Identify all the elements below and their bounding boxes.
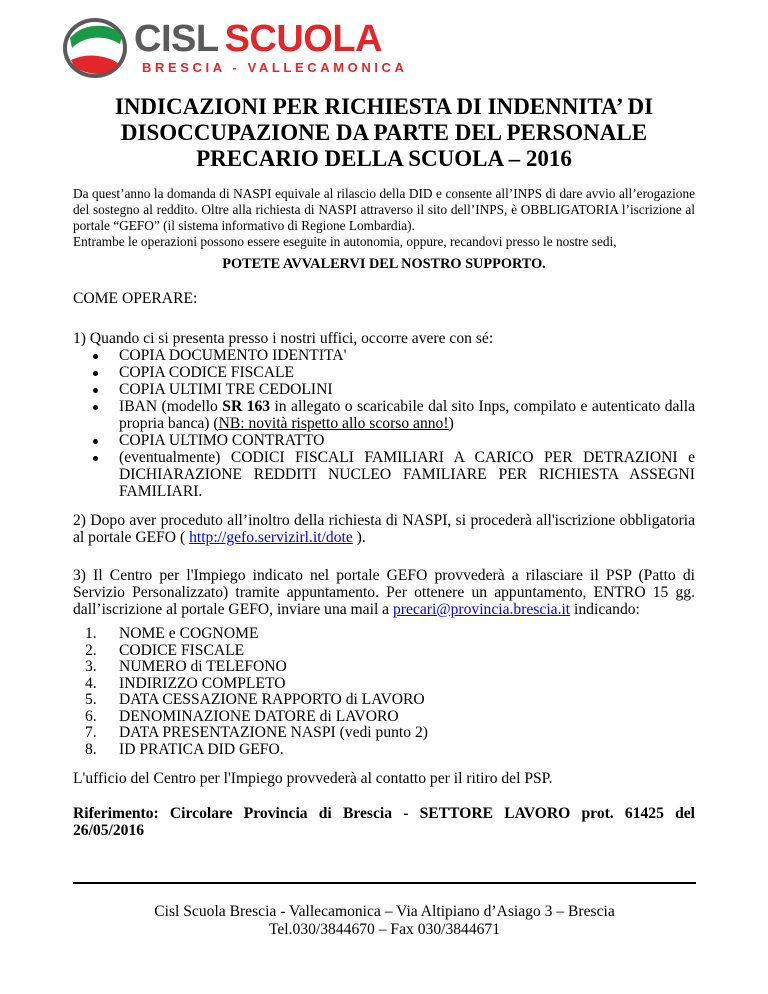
intro-paragraph-1: Da quest’anno la domanda di NASPI equivale al rilascio della DID e consente all’INPS di dare avvio all’erogazione del sostegno al reddito. Oltre alla richiesta di NASPI attraverso il sito dell’INPS, è OBBLIGATORIA l’iscrizione al portale “GEFO” (il sistema informativo di Regione Lombardia). <box>73 186 695 233</box>
footer-divider <box>73 882 696 884</box>
list-item-text: NUMERO di TELEFONO <box>119 658 287 675</box>
how-to-heading: COME OPERARE: <box>73 290 198 307</box>
office-note: L'ufficio del Centro per l'Impiego provvederà al contatto per il ritiro del PSP. <box>73 770 553 787</box>
gefo-portal-link[interactable]: http://gefo.servizirl.it/dote <box>189 529 353 546</box>
list-item <box>73 692 695 709</box>
iban-novelty-note: NB: novità rispetto allo scorso anno! <box>218 415 449 432</box>
cisl-scuola-logo <box>62 16 408 80</box>
list-item-text: CODICE FISCALE <box>119 641 245 659</box>
list-item-text: ID PRATICA DID GEFO. <box>119 740 284 758</box>
document-title: INDICAZIONI PER RICHIESTA DI INDENNITA’ DI DISOCCUPAZIONE DA PARTE DEL PERSONALE PRECARIO DELLA SCUOLA – 2016 <box>114 94 654 171</box>
logo-wordmark <box>134 19 382 59</box>
footer-address: Cisl Scuola Brescia - Vallecamonica – Via Altipiano d’Asiago 3 – Brescia <box>154 903 615 920</box>
list-item <box>73 709 695 726</box>
list-item-text: NOME e COGNOME <box>119 625 259 642</box>
list-item: COPIA ULTIMO CONTRATTO <box>73 432 695 449</box>
list-item <box>73 643 695 660</box>
step-1-section <box>73 330 695 500</box>
email-link[interactable]: precari@provincia.brescia.it <box>393 601 571 618</box>
list-item: COPIA DOCUMENTO IDENTITA' <box>73 347 695 364</box>
step-3-paragraph <box>73 567 695 618</box>
list-item <box>73 725 695 742</box>
list-item-text: DATA PRESENTAZIONE NASPI (vedi punto 2) <box>119 724 428 741</box>
list-item-text: DATA CESSAZIONE RAPPORTO di LAVORO <box>119 691 425 708</box>
cisl-flag-logo-icon <box>62 16 128 80</box>
list-number: 7. <box>85 724 97 741</box>
required-data-list <box>73 626 695 758</box>
required-documents-list <box>73 347 695 500</box>
iban-text-post: ) <box>448 415 454 432</box>
list-number: 2. <box>85 641 97 659</box>
iban-text-pre: IBAN (modello <box>119 398 223 415</box>
list-item-iban <box>73 398 695 432</box>
iban-model-code: SR 163 <box>222 398 271 415</box>
list-item <box>73 742 695 759</box>
support-heading: POTETE AVVALERVI DEL NOSTRO SUPPORTO. <box>222 256 546 272</box>
intro-section <box>73 186 695 250</box>
list-item <box>73 626 695 643</box>
list-item <box>73 659 695 676</box>
list-item-text: DENOMINAZIONE DATORE di LAVORO <box>119 707 399 725</box>
footer <box>73 903 696 939</box>
list-item: COPIA CODICE FISCALE <box>73 364 695 381</box>
logo-scuola-text: SCUOLA <box>224 18 383 60</box>
step-2-paragraph <box>73 512 695 546</box>
reference-note: Riferimento: Circolare Provincia di Brescia - SETTORE LAVORO prot. 61425 del 26/05/2016 <box>73 805 695 839</box>
step-3-text-end: indicando: <box>570 601 640 618</box>
list-number: 3. <box>85 658 97 675</box>
logo-subtitle: BRESCIA - VALLECAMONICA <box>142 60 408 75</box>
list-item-text: INDIRIZZO COMPLETO <box>119 674 286 692</box>
list-item: (eventualmente) CODICI FISCALI FAMILIARI A CARICO PER DETRAZIONI e DICHIARAZIONE REDDITI NUCLEO FAMILIARE PER RICHIESTA ASSEGNI FAMILIARI. <box>73 449 695 500</box>
list-number: 5. <box>85 691 97 708</box>
footer-contacts: Tel.030/3844670 – Fax 030/3844671 <box>268 921 501 938</box>
step-3-text: 3) Il Centro per l'Impiego indicato nel portale GEFO provvederà a rilasciare il PSP (Patto di Servizio Personalizzato) tramite appuntamento. Per ottenere un appuntamento, ENTRO 15 gg. dall’iscrizione al portale GEFO, inviare una mail a <box>73 567 695 618</box>
list-item <box>73 676 695 693</box>
list-item: COPIA ULTIMI TRE CEDOLINI <box>73 381 695 398</box>
intro-paragraph-2: Entrambe le operazioni possono essere eseguite in autonomia, oppure, recandovi presso le nostre sedi, <box>73 234 617 249</box>
step-2-text: 2) Dopo aver proceduto all’inoltro della richiesta di NASPI, si procederà all'iscrizione obbligatoria al portale GEFO ( <box>73 512 695 546</box>
list-number: 6. <box>85 707 97 725</box>
logo-cisl-text: CISL <box>134 18 219 60</box>
list-number: 8. <box>85 740 97 758</box>
step-2-text-end: ). <box>352 529 366 546</box>
step-1-intro: 1) Quando ci si presenta presso i nostri uffici, occorre avere con sé: <box>73 330 494 347</box>
list-number: 1. <box>85 625 97 642</box>
list-number: 4. <box>85 674 97 692</box>
iban-text-mid: in allegato o scaricabile dal sito Inps, compilato e autenticato dalla propria banca) ( <box>119 398 696 432</box>
